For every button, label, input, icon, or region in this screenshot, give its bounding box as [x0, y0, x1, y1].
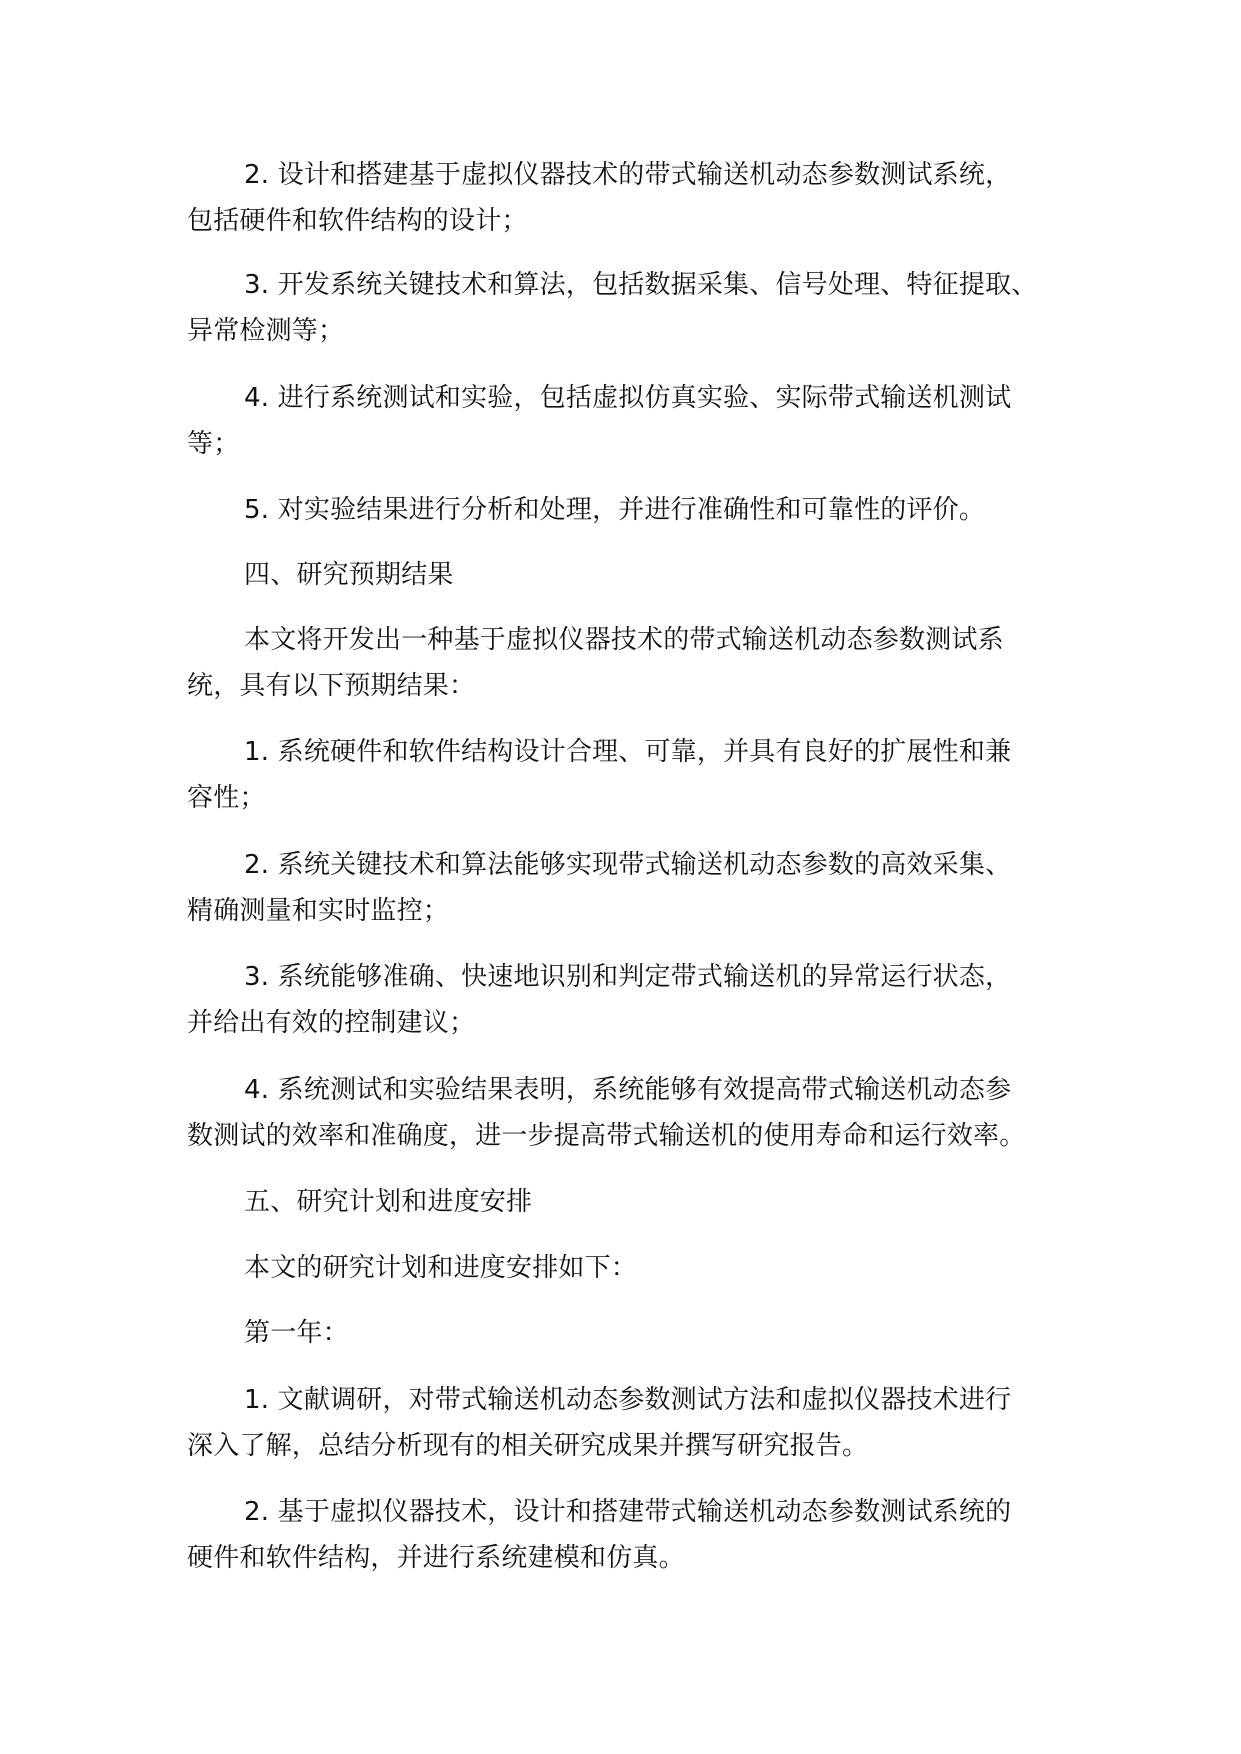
- paragraph-line: 本文的研究计划和进度安排如下：: [244, 1253, 638, 1283]
- paragraph-line: 2. 设计和搭建基于虚拟仪器技术的带式输送机动态参数测试系统，: [244, 160, 1012, 190]
- paragraph-line: 容性；: [187, 783, 266, 813]
- paragraph-line: 4. 系统测试和实验结果表明，系统能够有效提高带式输送机动态参: [244, 1075, 1012, 1105]
- paragraph-line: 5. 对实验结果进行分析和处理，并进行准确性和可靠性的评价。: [244, 495, 986, 525]
- paragraph-line: 数测试的效率和准确度，进一步提高带式输送机的使用寿命和运行效率。: [187, 1121, 1026, 1151]
- paragraph-line: 4. 进行系统测试和实验，包括虚拟仿真实验、实际带式输送机测试: [244, 383, 1012, 413]
- paragraph-line: 并给出有效的控制建议；: [187, 1008, 476, 1038]
- paragraph-line: 包括硬件和软件结构的设计；: [187, 206, 528, 236]
- paragraph-line: 3. 系统能够准确、快速地识别和判定带式输送机的异常运行状态，: [244, 962, 1012, 992]
- section-heading: 四、研究预期结果: [244, 560, 454, 590]
- paragraph-line: 异常检测等；: [187, 316, 345, 346]
- paragraph-line: 2. 系统关键技术和算法能够实现带式输送机动态参数的高效采集、: [244, 850, 1012, 880]
- paragraph-line: 统，具有以下预期结果：: [187, 671, 476, 701]
- paragraph-line: 等；: [187, 429, 240, 459]
- paragraph-line: 本文将开发出一种基于虚拟仪器技术的带式输送机动态参数测试系: [244, 625, 1004, 655]
- paragraph-line: 2. 基于虚拟仪器技术，设计和搭建带式输送机动态参数测试系统的: [244, 1497, 1012, 1527]
- paragraph-line: 第一年：: [244, 1318, 349, 1348]
- paragraph-line: 1. 文献调研，对带式输送机动态参数测试方法和虚拟仪器技术进行: [244, 1385, 1012, 1415]
- paragraph-line: 1. 系统硬件和软件结构设计合理、可靠，并具有良好的扩展性和兼: [244, 737, 1012, 767]
- paragraph-line: 硬件和软件结构，并进行系统建模和仿真。: [187, 1543, 685, 1573]
- paragraph-line: 3. 开发系统关键技术和算法，包括数据采集、信号处理、特征提取、: [244, 270, 1038, 300]
- paragraph-line: 深入了解，总结分析现有的相关研究成果并撰写研究报告。: [187, 1431, 869, 1461]
- paragraph-line: 精确测量和实时监控；: [187, 896, 450, 926]
- section-heading: 五、研究计划和进度安排: [244, 1187, 533, 1217]
